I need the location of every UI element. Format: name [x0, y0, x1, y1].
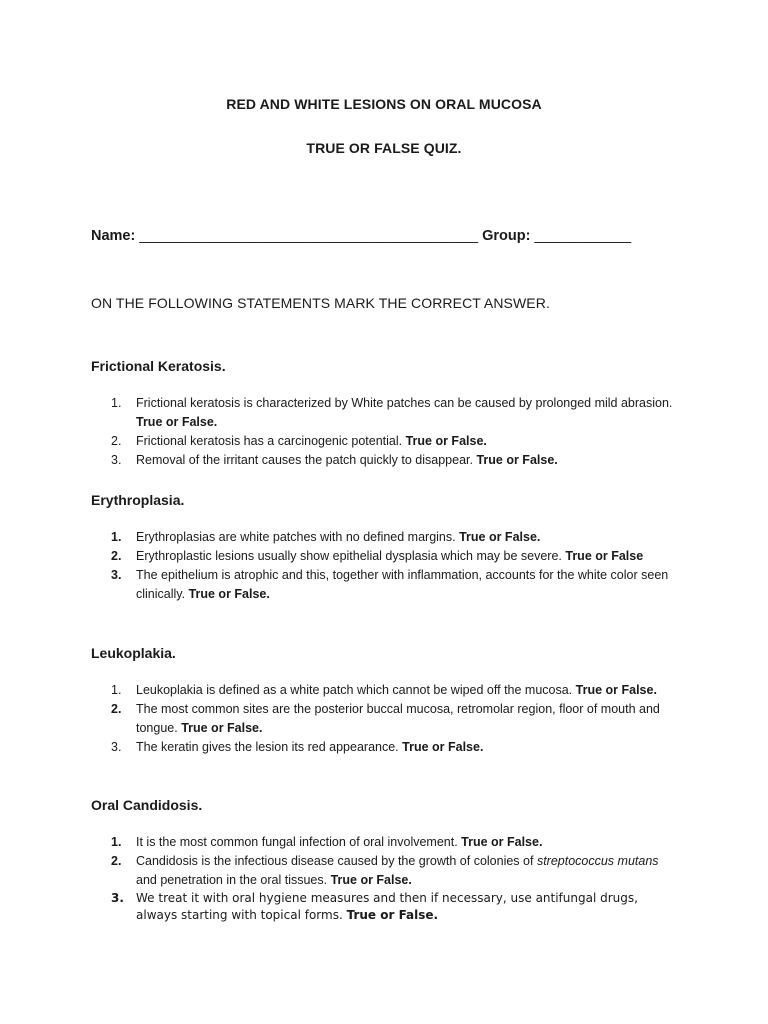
group-label: Group: [482, 228, 531, 244]
section-title: Frictional Keratosis. [91, 358, 226, 374]
question-number: 2. [111, 549, 122, 563]
group-blank[interactable]: ____________ [534, 228, 632, 244]
organism-name: streptococcus mutans [536, 854, 659, 868]
question-list [91, 394, 681, 470]
question-item [91, 432, 681, 451]
document-title: RED AND WHITE LESIONS ON ORAL MUCOSA [226, 96, 542, 112]
question-item [91, 852, 681, 890]
question-item [91, 451, 681, 470]
question-item [91, 566, 681, 604]
section-frictional-keratosis [91, 358, 681, 470]
true-false-label: True or False. [461, 835, 543, 849]
question-number: 1. [111, 396, 122, 410]
section-oral-candidosis [91, 797, 681, 923]
true-false-label: True or False. [188, 587, 270, 601]
question-number: 3. [111, 891, 124, 905]
instruction-text: ON THE FOLLOWING STATEMENTS MARK THE CORRECT ANSWER. [91, 295, 550, 311]
question-number: 1. [111, 530, 122, 544]
question-text: Candidosis is the infectious disease caused by the growth of colonies of [136, 854, 537, 868]
question-text: Removal of the irritant causes the patch quickly to disappear. [136, 453, 477, 467]
question-item [91, 681, 681, 700]
question-text: The keratin gives the lesion its red appearance. [136, 740, 403, 754]
question-text: The epithelium is atrophic and this, together with inflammation, accounts for the white color seen clinically. [136, 568, 669, 601]
section-title: Erythroplasia. [91, 492, 185, 508]
name-blank[interactable]: __________________________________________ [139, 228, 479, 244]
question-list [91, 528, 681, 604]
question-number: 2. [111, 434, 122, 448]
question-text: Erythroplastic lesions usually show epithelial dysplasia which may be severe. [136, 549, 566, 563]
question-item [91, 394, 681, 432]
question-number: 2. [111, 702, 122, 716]
question-item [91, 890, 681, 923]
question-item [91, 528, 681, 547]
section-title: Leukoplakia. [91, 645, 176, 661]
question-item [91, 738, 681, 757]
section-erythroplasia [91, 492, 681, 604]
question-list [91, 681, 681, 757]
question-text: It is the most common fungal infection of oral involvement. [136, 835, 462, 849]
question-item [91, 547, 681, 566]
question-text: We treat it with oral hygiene measures and then if necessary, use antifungal drugs, always starting with topical forms. [136, 891, 638, 922]
section-title: Oral Candidosis. [91, 797, 203, 813]
true-false-label: True or False. [402, 740, 484, 754]
true-false-label: True or False. [346, 907, 439, 922]
question-number: 3. [111, 740, 122, 754]
question-number: 3. [111, 453, 122, 467]
question-item [91, 833, 681, 852]
true-false-label: True or False. [405, 434, 487, 448]
document-subtitle: TRUE OR FALSE QUIZ. [306, 140, 462, 156]
question-number: 1. [111, 835, 122, 849]
true-false-label: True or False. [476, 453, 558, 467]
true-false-label: True or False. [136, 415, 218, 429]
true-false-label: True or False. [330, 873, 412, 887]
question-number: 1. [111, 683, 122, 697]
question-item [91, 700, 681, 738]
question-text-continued: and penetration in the oral tissues. [136, 873, 331, 887]
true-false-label: True or False [565, 549, 644, 563]
question-list [91, 833, 681, 923]
section-leukoplakia [91, 645, 681, 757]
question-text: Erythroplasias are white patches with no defined margins. [136, 530, 460, 544]
question-text: Leukoplakia is defined as a white patch which cannot be wiped off the mucosa. [136, 683, 576, 697]
question-text: The most common sites are the posterior buccal mucosa, retromolar region, floor of mouth and tongue. [136, 702, 660, 735]
true-false-label: True or False. [181, 721, 263, 735]
question-number: 2. [111, 854, 122, 868]
true-false-label: True or False. [459, 530, 541, 544]
name-label: Name: [91, 228, 136, 244]
question-text: Frictional keratosis is characterized by White patches can be caused by prolonged mild abrasion. [136, 396, 673, 410]
question-text: Frictional keratosis has a carcinogenic potential. [136, 434, 406, 448]
question-number: 3. [111, 568, 122, 582]
name-group-line [91, 228, 631, 244]
true-false-label: True or False. [575, 683, 657, 697]
